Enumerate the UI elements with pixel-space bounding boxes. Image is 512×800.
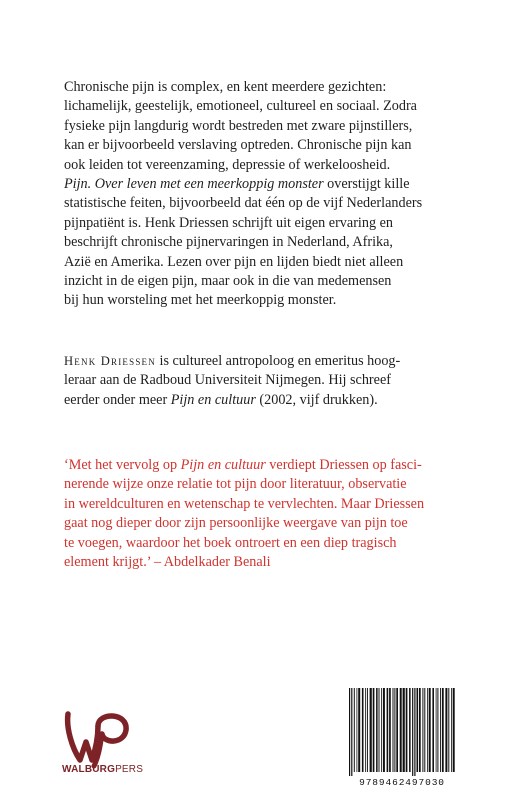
review-quote xyxy=(64,456,464,572)
text-run: kan er bijvoorbeeld verslaving optreden. Chronische pijn kan xyxy=(64,137,412,154)
barcode-bar xyxy=(358,688,360,772)
publisher-name-light: PERS xyxy=(115,764,144,775)
back-cover-description xyxy=(64,78,464,311)
barcode-bar xyxy=(389,688,391,772)
barcode-bar xyxy=(409,688,411,772)
barcode-bar xyxy=(445,688,447,772)
text-line xyxy=(64,136,464,155)
barcode-bar xyxy=(383,688,385,772)
text-run: eerder onder meer xyxy=(64,391,171,408)
text-run: statistische feiten, bijvoorbeeld dat één op de vijf Nederlanders xyxy=(64,195,423,212)
text-line xyxy=(64,272,464,291)
publisher-wordmark xyxy=(62,764,143,775)
text-run: Chronische pijn is complex, en kent meerdere gezichten: xyxy=(64,79,387,95)
barcode-bar xyxy=(442,688,444,772)
barcode-bar xyxy=(349,688,350,776)
barcode-bar xyxy=(381,688,382,772)
text-run: nerende wijze onze relatie tot pijn door literatuur, observatie xyxy=(64,476,407,493)
text-line xyxy=(64,194,464,213)
barcode-bar xyxy=(367,688,368,772)
barcode-bar xyxy=(414,688,415,776)
text-run: verdiept Driessen op fasci- xyxy=(265,457,422,473)
text-run: pijnpatiënt is. Henk Driessen schrijft uit eigen ervaring en xyxy=(64,214,393,231)
text-run: gaat nog dieper door zijn persoonlijke weergave van pijn toe xyxy=(64,515,408,532)
author-bio xyxy=(64,352,464,410)
barcode-bar xyxy=(357,688,358,772)
barcode-bar xyxy=(400,688,402,772)
barcode-bar xyxy=(432,688,434,772)
text-line xyxy=(64,78,464,97)
text-line xyxy=(64,456,464,475)
barcode-bar xyxy=(453,688,455,772)
text-line xyxy=(64,233,464,252)
barcode-bar xyxy=(451,688,452,772)
barcode-bar xyxy=(429,688,431,772)
italic-title: Pijn. Over leven met een meerkoppig monster xyxy=(64,176,324,193)
text-run: Azië en Amerika. Lezen over pijn en lijden biedt niet alleen xyxy=(64,253,404,270)
text-line xyxy=(64,117,464,136)
barcode-bar xyxy=(394,688,395,772)
text-run: (2002, vijf drukken). xyxy=(255,391,378,408)
text-run: element krijgt.’ – Abdelkader Benali xyxy=(64,554,271,571)
text-run: in wereldculturen en wetenschap te vervlechten. Maar Driessen xyxy=(64,495,425,512)
text-line xyxy=(64,475,464,494)
italic-title: Pijn en cultuur xyxy=(180,457,266,473)
text-run: te voegen, waardoor het boek ontroert en een diep tragisch xyxy=(64,534,397,551)
text-run: inzicht in de eigen pijn, maar ook in die van medemensen xyxy=(64,273,392,290)
text-run: overstijgt kille xyxy=(323,176,410,193)
author-name: Henk Driessen xyxy=(64,354,156,368)
text-run: bij hun worsteling met het meerkoppig monster. xyxy=(64,292,337,309)
barcode-bar xyxy=(440,688,441,772)
text-run: ook leiden tot vereenzaming, depressie of werkeloosheid. xyxy=(64,156,391,173)
barcode-bar xyxy=(376,688,378,772)
text-run: ‘Met het vervolg op xyxy=(64,457,181,473)
text-line xyxy=(64,175,464,194)
barcode-bar xyxy=(379,688,380,772)
barcode-bar xyxy=(354,688,355,772)
barcode-bar xyxy=(351,688,352,776)
barcode-bar xyxy=(412,688,413,776)
barcode-bar xyxy=(422,688,423,772)
text-line xyxy=(64,253,464,272)
isbn-number: 9789462497030 xyxy=(359,777,445,788)
text-line xyxy=(64,352,464,371)
barcode-bar xyxy=(393,688,394,772)
text-line xyxy=(64,291,464,310)
text-line xyxy=(64,391,464,410)
text-run: leraar aan de Radboud Universiteit Nijmegen. Hij schreef xyxy=(64,372,391,389)
italic-title: Pijn en cultuur xyxy=(170,391,256,408)
text-line xyxy=(64,553,464,572)
text-run: lichamelijk, geestelijk, emotioneel, cultureel en sociaal. Zodra xyxy=(64,98,417,115)
text-line xyxy=(64,495,464,514)
barcode-bar xyxy=(370,688,372,772)
barcode-bar xyxy=(373,688,375,772)
barcode-bar xyxy=(424,688,425,772)
barcode-bar xyxy=(403,688,405,772)
text-line xyxy=(64,156,464,175)
barcode-bar xyxy=(387,688,389,772)
text-line xyxy=(64,371,464,390)
barcode-bar xyxy=(427,688,428,772)
text-line xyxy=(64,514,464,533)
text-line xyxy=(64,534,464,553)
text-run: fysieke pijn langdurig wordt bestreden met zware pijnstillers, xyxy=(64,117,413,134)
text-run: is cultureel antropoloog en emeritus hoog- xyxy=(155,353,401,369)
publisher-name-bold: WALBURG xyxy=(62,764,116,775)
barcode-bar xyxy=(436,688,437,772)
barcode-bar xyxy=(396,688,398,772)
barcode-bar xyxy=(448,688,449,772)
barcode-bar xyxy=(419,688,421,772)
barcode-bar xyxy=(437,688,438,772)
text-run: beschrijft chronische pijnervaringen in Nederland, Afrika, xyxy=(64,234,393,251)
barcode-bar xyxy=(417,688,419,772)
barcode-bar xyxy=(365,688,366,772)
isbn-barcode xyxy=(348,688,456,778)
text-line xyxy=(64,97,464,116)
barcode-bar xyxy=(362,688,364,772)
text-line xyxy=(64,214,464,233)
barcode-bar xyxy=(406,688,408,772)
